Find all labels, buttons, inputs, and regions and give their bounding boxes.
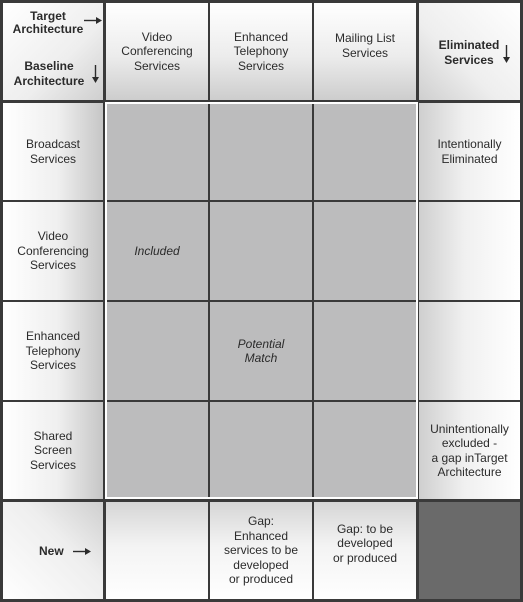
arrow-right-icon [84, 16, 103, 25]
matrix-cell [210, 202, 312, 300]
arrow-right-icon [73, 547, 92, 556]
matrix-cell [210, 103, 312, 200]
eliminated-cell-shared-screen: Unintentionally excluded - a gap inTarget Architecture [419, 402, 520, 499]
matrix-cell [106, 402, 208, 499]
row-header-shared-screen: Shared Screen Services [3, 402, 103, 499]
new-cell-enhanced-telephony: Gap: Enhanced services to be developed or produced [210, 502, 312, 599]
row-header-enhanced-telephony: Enhanced Telephony Services [3, 302, 103, 400]
eliminated-services-label: Eliminated Services [438, 38, 500, 67]
new-cell-eliminated [419, 502, 520, 599]
matrix-cell [314, 103, 416, 200]
row-header-video-conferencing: Video Conferencing Services [3, 202, 103, 300]
matrix-cell [210, 402, 312, 499]
row-header-broadcast: Broadcast Services [3, 103, 103, 200]
eliminated-cell [419, 202, 520, 300]
included-cell: Included [106, 202, 208, 300]
eliminated-services-header [419, 3, 520, 100]
new-row-header [3, 502, 103, 599]
new-cell-video-conferencing [106, 502, 208, 599]
column-header-mailing-list: Mailing List Services [314, 3, 416, 100]
matrix-cell [106, 103, 208, 200]
matrix-cell [314, 402, 416, 499]
eliminated-cell [419, 302, 520, 400]
eliminated-cell-broadcast: Intentionally Eliminated [419, 103, 520, 200]
new-label: New [39, 544, 64, 558]
column-header-video-conferencing: Video Conferencing Services [106, 3, 208, 100]
corner-header-cell [3, 3, 103, 100]
new-cell-mailing-list: Gap: to be developed or produced [314, 502, 416, 599]
matrix-cell [106, 302, 208, 400]
arrow-down-icon [502, 45, 511, 64]
matrix-cell [314, 302, 416, 400]
potential-match-cell: Potential Match [210, 302, 312, 400]
matrix-cell [314, 202, 416, 300]
arrow-down-icon [91, 65, 100, 84]
target-architecture-label: Target Architecture [12, 9, 84, 36]
column-header-enhanced-telephony: Enhanced Telephony Services [210, 3, 312, 100]
baseline-architecture-label: Baseline Architecture [13, 59, 85, 88]
